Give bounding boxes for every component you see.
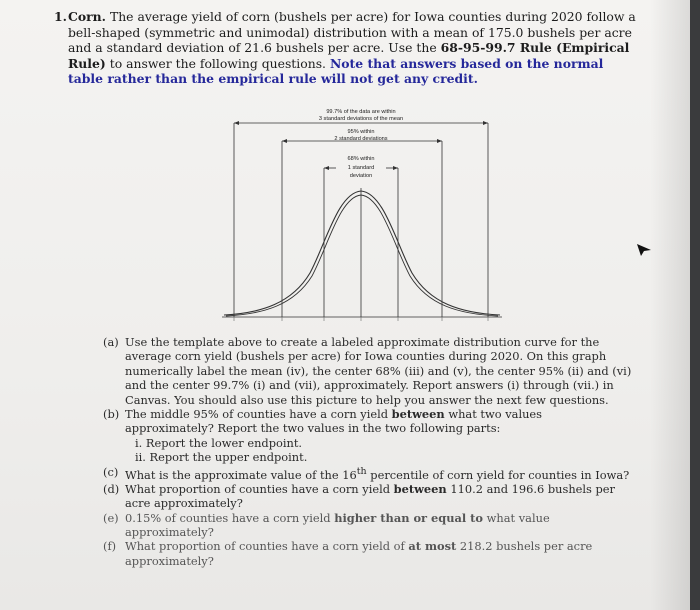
label-68-line2: 1 standard: [347, 165, 375, 171]
question-number: 1.: [54, 9, 67, 24]
part-label: (b): [103, 407, 120, 422]
part-f: [103, 539, 633, 568]
part-text-bold: between: [391, 407, 445, 422]
label-95-line2: 2 standard deviations: [334, 136, 388, 142]
question-intro-use: Use the: [388, 40, 437, 56]
part-text: what value approximately?: [125, 510, 550, 540]
sub-part-ii: ii. Report the upper endpoint.: [135, 450, 308, 465]
mouse-pointer-icon: [636, 243, 652, 257]
part-text: What proportion of counties have a corn yield: [125, 481, 391, 496]
part-c: [103, 465, 633, 482]
question-header: [54, 9, 638, 87]
part-label: (f): [103, 539, 117, 554]
label-95-line1: 95% within: [347, 129, 375, 135]
rule-name: 68-95-99.7 Rule (Empirical Rule): [68, 40, 630, 71]
part-text-bold: at most: [408, 539, 457, 554]
part-label: (a): [103, 335, 119, 349]
question-intro-end: to answer the following questions.: [109, 55, 326, 71]
ordinal-suffix: th: [356, 465, 367, 477]
empirical-rule-figure: [222, 103, 502, 325]
part-text: 110.2 and 196.6 bushels per acre approximately?: [125, 481, 615, 511]
sub-part-i: i. Report the lower endpoint.: [135, 435, 303, 450]
part-a: [103, 335, 633, 407]
label-68-line3: deviation: [349, 173, 373, 179]
part-text: Use the template above to create a labeled approximate distribution curve for the average corn yield (bushels per acre) for Iowa counties during 2020. On this graph numerically label the mean (iv), the center 68% (iii) and (v), the center 95% (ii) and (vi) and the center 99.7% (i) and (vii), approximately. Report answers (i) through (vii.) in Canvas. You should also use this picture to help you answer the next few questions.: [125, 335, 632, 407]
part-label: (c): [103, 464, 119, 479]
part-text: 0.15% of counties have a corn yield: [125, 510, 331, 525]
label-997-line1: 99.7% of the data are within: [326, 109, 396, 115]
question-title: Corn.: [68, 9, 106, 24]
part-text: what two values approximately? Report the two values in the two following parts:: [125, 407, 543, 436]
part-e: [103, 511, 633, 540]
part-text: percentile of corn yield for counties in Iowa?: [370, 467, 630, 482]
part-text: 218.2 bushels per acre approximately?: [125, 539, 593, 568]
label-997-line2: 3 standard deviations of the mean: [318, 116, 404, 122]
question-intro: The average yield of corn (bushels per acre) for Iowa counties during 2020 follow a bell-shaped (symmetric and unimodal) distribution with a mean of 175.0 bushels per acre and a standard deviation of 21.6 bushels per acre.: [68, 9, 636, 56]
part-d: [103, 482, 633, 511]
part-text-bold: higher than or equal to: [334, 510, 484, 525]
label-68-line1: 68% within: [347, 156, 375, 162]
bell-curve: [224, 191, 500, 315]
part-label: (d): [103, 481, 120, 496]
part-text-bold: between: [393, 481, 447, 496]
credit-note: Note that answers based on the normal table rather than the empirical rule will not get any credit.: [68, 55, 604, 87]
part-text: The middle 95% of counties have a corn yield: [125, 407, 389, 422]
part-text: What is the approximate value of the 16: [125, 467, 357, 482]
part-b: [103, 407, 633, 465]
question-parts: [103, 335, 633, 568]
part-label: (e): [103, 510, 119, 525]
part-text: What proportion of counties have a corn yield of: [125, 539, 405, 554]
